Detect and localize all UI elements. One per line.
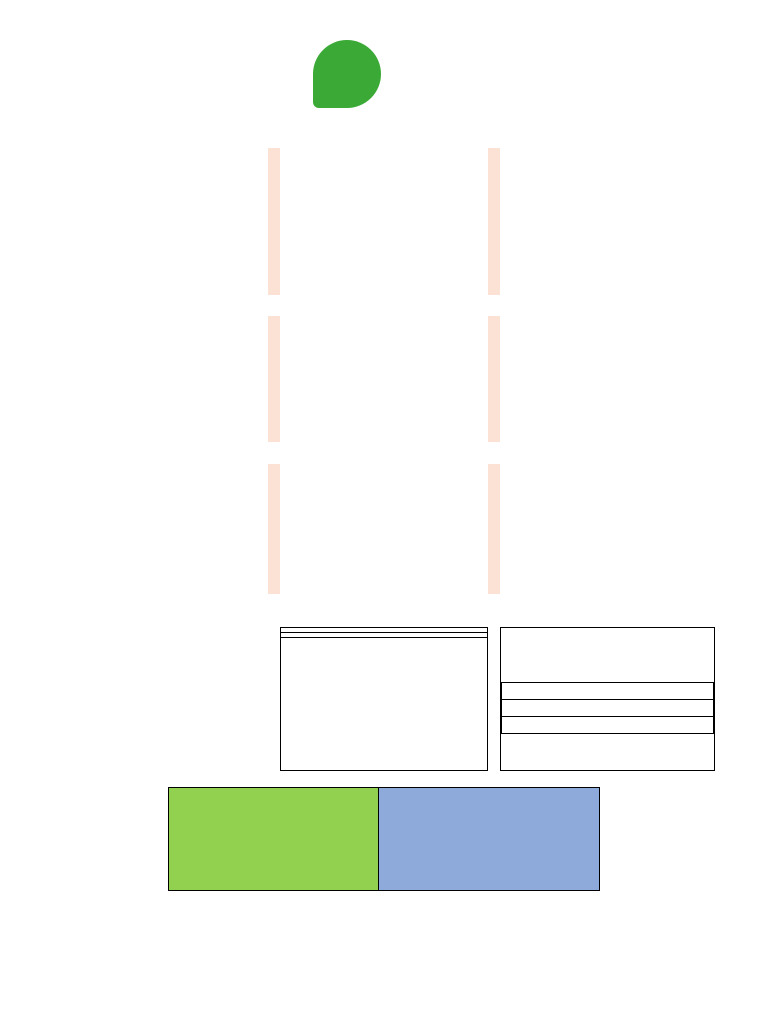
course-info-box [280, 627, 488, 771]
separator-strip [488, 316, 500, 442]
separator-strip [488, 148, 500, 295]
legend-box [500, 627, 715, 771]
logo-mark [313, 40, 381, 108]
separator-strip [268, 464, 280, 594]
separator-strip [488, 464, 500, 594]
local-holidays [281, 637, 487, 642]
school-logo [313, 40, 483, 110]
class-days-box [168, 787, 600, 891]
separator-strip [268, 316, 280, 442]
class-mj-column [379, 788, 599, 890]
legend-item-coord [501, 716, 714, 734]
legend-item-lx [501, 682, 714, 700]
legend-item-mj [501, 699, 714, 717]
separator-strip [268, 148, 280, 295]
class-lx-column [169, 788, 379, 890]
